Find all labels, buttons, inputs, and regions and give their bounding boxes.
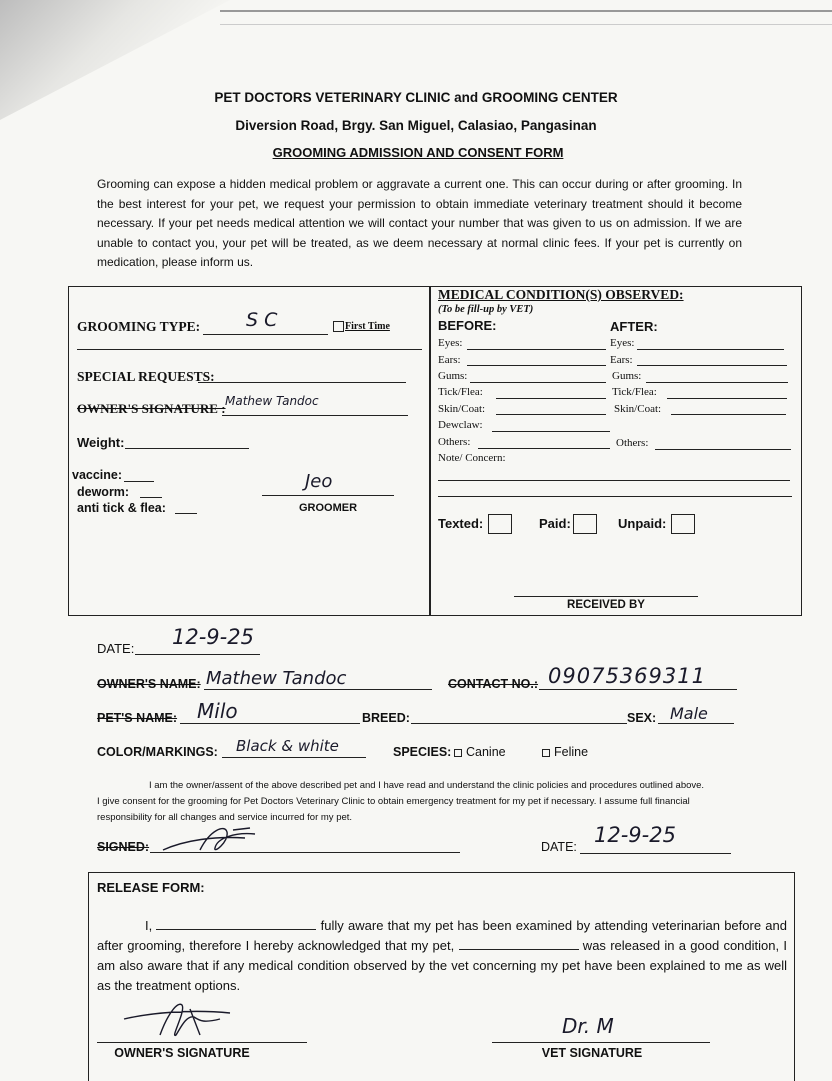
species-label: SPECIES: xyxy=(393,745,452,759)
owner-name-label: OWNER'S NAME: xyxy=(97,677,201,691)
after-tickflea-label: Tick/Flea: xyxy=(612,386,657,398)
weight-label: Weight: xyxy=(77,435,125,450)
release-owner-blank[interactable] xyxy=(156,917,316,930)
after-others-line[interactable] xyxy=(655,449,791,450)
note-line-2[interactable] xyxy=(438,496,792,497)
canine-checkbox[interactable] xyxy=(454,749,462,757)
sex-label: SEX: xyxy=(627,711,657,725)
unpaid-label: Unpaid: xyxy=(618,516,667,531)
texted-label: Texted: xyxy=(438,516,484,531)
owner-name-line xyxy=(204,689,432,690)
stacked-paper-edge xyxy=(220,10,832,25)
after-eyes-label: Eyes: xyxy=(610,337,635,349)
signed-label: SIGNED: xyxy=(97,840,150,854)
after-gums-label: Gums: xyxy=(612,370,642,382)
release-owner-signature[interactable] xyxy=(120,995,250,1045)
before-dewclaw-line[interactable] xyxy=(492,431,610,432)
before-dewclaw-label: Dewclaw: xyxy=(438,419,483,431)
unpaid-checkbox[interactable] xyxy=(671,514,695,534)
color-value[interactable]: Black & white xyxy=(236,737,339,755)
pet-name-value[interactable]: Milo xyxy=(197,699,238,723)
clinic-address: Diversion Road, Brgy. San Miguel, Calasiao, Pangasinan xyxy=(235,118,597,133)
texted-checkbox[interactable] xyxy=(488,514,512,534)
after-skincoat-label: Skin/Coat: xyxy=(614,403,662,415)
after-tickflea-line[interactable] xyxy=(667,398,787,399)
before-eyes-label: Eyes: xyxy=(438,337,463,349)
medical-note: (To be fill-up by VET) xyxy=(438,304,534,315)
note-concern-label: Note/ Concern: xyxy=(438,452,506,464)
consent-line-1: I am the owner/assent of the above described pet and I have read and understand the clinic policies and procedures outlined above. xyxy=(149,780,705,791)
contact-label: CONTACT NO.: xyxy=(448,677,539,691)
grooming-type-line xyxy=(203,334,328,335)
color-line xyxy=(222,757,366,758)
release-text-1: I, xyxy=(145,918,157,933)
release-paragraph xyxy=(97,916,787,996)
grooming-type-label: GROOMING TYPE: xyxy=(77,319,201,334)
vet-signature-value[interactable]: Dr. M xyxy=(562,1014,614,1038)
clinic-name: PET DOCTORS VETERINARY CLINIC and GROOMING CENTER xyxy=(214,90,618,105)
owner-consent-signature[interactable] xyxy=(155,820,285,860)
consent-date-line xyxy=(580,853,731,854)
release-text-2: fully aware that my pet has been examined by attending veterinarian before and after grooming, therefore I hereby acknowledged that my pet, xyxy=(97,918,787,953)
date-value[interactable]: 12-9-25 xyxy=(172,625,254,649)
pet-name-label: PET'S NAME: xyxy=(97,711,178,725)
received-by-label: RECEIVED BY xyxy=(567,599,645,611)
consent-date-label: DATE: xyxy=(541,840,577,854)
breed-line[interactable] xyxy=(411,723,627,724)
after-others-label: Others: xyxy=(616,437,649,449)
intro-paragraph: Grooming can expose a hidden medical problem or aggravate a current one. This can occur during or after grooming. In the best interest for your pet, we request your permission to obtain immediate veterinary treatment should it become necessary. If your pet needs medical attention we will contact your number that was given to us on admission. If we are unable to contact you, your pet will be treated, as we deem necessary at normal clinic fees. If your pet is currently on medication, please inform us. xyxy=(97,177,742,270)
special-requests-line xyxy=(198,382,406,383)
after-ears-label: Ears: xyxy=(610,354,633,366)
vet-signature-label: VET SIGNATURE xyxy=(541,1046,643,1060)
contact-value[interactable]: 09075369311 xyxy=(548,664,706,688)
release-pet-blank[interactable] xyxy=(459,937,579,950)
paid-label: Paid: xyxy=(539,516,571,531)
color-label: COLOR/MARKINGS: xyxy=(97,745,218,759)
before-eyes-line[interactable] xyxy=(467,349,606,350)
pet-name-line xyxy=(180,723,360,724)
owner-name-value[interactable]: Mathew Tandoc xyxy=(206,668,347,689)
release-owner-line xyxy=(97,1042,307,1043)
date-label: DATE: xyxy=(97,641,135,656)
before-tickflea-line[interactable] xyxy=(496,398,606,399)
consent-date-value[interactable]: 12-9-25 xyxy=(594,823,676,847)
vet-signature-line xyxy=(492,1042,710,1043)
first-time-label: First Time xyxy=(345,321,390,332)
anti-tick-line xyxy=(175,513,197,514)
before-skincoat-label: Skin/Coat: xyxy=(438,403,486,415)
after-ears-line[interactable] xyxy=(637,365,787,366)
sex-value[interactable]: Male xyxy=(670,704,708,723)
before-skincoat-line[interactable] xyxy=(496,414,606,415)
before-gums-label: Gums: xyxy=(438,370,468,382)
consent-text xyxy=(97,778,747,826)
anti-tick-label: anti tick & flea: xyxy=(77,501,166,515)
consent-line-2: I give consent for the grooming for Pet Doctors Veterinary Clinic to obtain emergency treatment for my pet if necessary. I assume full financial responsibility for all changes and service incurred for my pet. xyxy=(97,796,690,823)
before-ears-label: Ears: xyxy=(438,354,461,366)
breed-label: BREED: xyxy=(362,711,410,725)
release-text-3: was released in a good condition, I am also aware that if any medical condition observed by the vet concerning my pet have been explained to me as well as the treatment options. xyxy=(97,938,787,993)
after-skincoat-line[interactable] xyxy=(671,414,786,415)
medical-panel xyxy=(429,286,802,616)
form-title: GROOMING ADMISSION AND CONSENT FORM xyxy=(272,145,564,160)
before-ears-line[interactable] xyxy=(467,365,606,366)
note-line-1[interactable] xyxy=(438,480,790,481)
owner-signature-value[interactable]: Mathew Tandoc xyxy=(225,394,319,408)
sex-line xyxy=(658,723,734,724)
date-line xyxy=(135,654,260,655)
release-owner-sig-label: OWNER'S SIGNATURE xyxy=(114,1046,250,1060)
after-label: AFTER: xyxy=(610,319,658,334)
release-title: RELEASE FORM: xyxy=(97,880,205,895)
first-time-checkbox[interactable] xyxy=(333,321,344,332)
grooming-panel xyxy=(68,286,431,616)
received-by-line[interactable] xyxy=(514,596,698,597)
paid-checkbox[interactable] xyxy=(573,514,597,534)
vaccine-line xyxy=(124,481,154,482)
owner-signature-line xyxy=(222,415,408,416)
groomer-signature[interactable]: Jeo xyxy=(305,471,333,492)
after-eyes-line[interactable] xyxy=(637,349,784,350)
feline-label: Feline xyxy=(554,745,589,759)
feline-checkbox[interactable] xyxy=(542,749,550,757)
vaccine-label: vaccine: xyxy=(72,468,123,482)
groomer-line xyxy=(262,495,394,496)
before-tickflea-label: Tick/Flea: xyxy=(438,386,483,398)
before-others-line[interactable] xyxy=(478,448,610,449)
special-requests-label: SPECIAL REQUESTS: xyxy=(77,369,215,384)
groomer-label: GROOMER xyxy=(298,502,358,514)
weight-line xyxy=(125,448,249,449)
before-label: BEFORE: xyxy=(438,318,497,333)
owner-signature-label: OWNER'S SIGNATURE : xyxy=(77,401,226,416)
medical-title: MEDICAL CONDITION(S) OBSERVED: xyxy=(438,287,684,302)
canine-label: Canine xyxy=(466,745,506,759)
grooming-extra-line xyxy=(77,349,422,350)
contact-line xyxy=(539,689,737,690)
deworm-line xyxy=(140,497,162,498)
deworm-label: deworm: xyxy=(77,485,130,499)
grooming-type-value[interactable]: S C xyxy=(246,309,278,331)
after-gums-line[interactable] xyxy=(646,382,788,383)
before-others-label: Others: xyxy=(438,436,471,448)
before-gums-line[interactable] xyxy=(470,382,606,383)
